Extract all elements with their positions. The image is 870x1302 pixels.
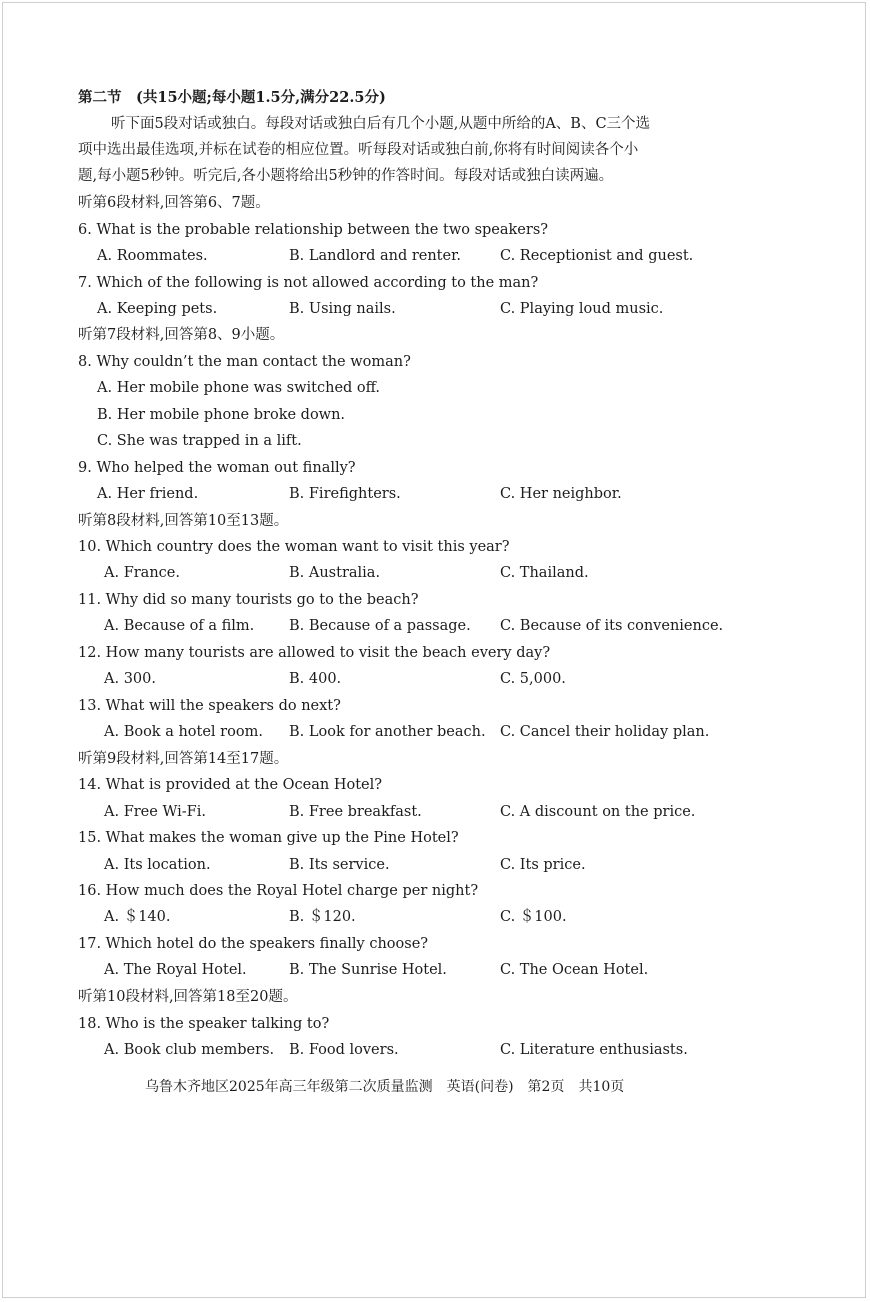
option-c: C. Playing loud music.: [500, 301, 664, 317]
option-c: C. Receptionist and guest.: [500, 248, 694, 264]
question-stem: 13. What will the speakers do next?: [78, 698, 341, 714]
option-a: A. ＄140.: [104, 909, 171, 925]
instruction-line: 项中选出最佳选项,并标在试卷的相应位置。听每段对话或独白前,你将有时间阅读各个小: [78, 142, 639, 158]
group-intro: 听第8段材料,回答第10至13题。: [78, 513, 289, 529]
option-b: B. Food lovers.: [289, 1042, 399, 1058]
option-b: B. Her mobile phone broke down.: [97, 407, 346, 423]
option-a: A. Roommates.: [97, 248, 208, 264]
question-stem: 14. What is provided at the Ocean Hotel?: [78, 777, 383, 793]
option-a: A. The Royal Hotel.: [104, 962, 247, 978]
option-c: C. Literature enthusiasts.: [500, 1042, 688, 1058]
question-stem: 12. How many tourists are allowed to visit the beach every day?: [78, 645, 551, 661]
option-b: B. ＄120.: [289, 909, 356, 925]
option-a: A. Free Wi-Fi.: [104, 804, 206, 820]
instruction-line: 听下面5段对话或独白。每段对话或独白后有几个小题,从题中所给的A、B、C三个选: [111, 116, 651, 132]
question-stem: 11. Why did so many tourists go to the beach?: [78, 592, 419, 608]
group-intro: 听第6段材料,回答第6、7题。: [78, 195, 270, 211]
option-b: B. Because of a passage.: [289, 618, 471, 634]
option-a: A. France.: [104, 565, 180, 581]
group-intro: 听第9段材料,回答第14至17题。: [78, 751, 289, 767]
option-a: A. Her mobile phone was switched off.: [97, 380, 381, 396]
option-b: B. Landlord and renter.: [289, 248, 462, 264]
option-b: B. The Sunrise Hotel.: [289, 962, 447, 978]
option-c: C. Because of its convenience.: [500, 618, 724, 634]
question-stem: 18. Who is the speaker talking to?: [78, 1016, 330, 1032]
option-a: A. Her friend.: [97, 486, 199, 502]
option-a: A. Keeping pets.: [97, 301, 218, 317]
option-c: C. A discount on the price.: [500, 804, 696, 820]
question-stem: 7. Which of the following is not allowed according to the man?: [78, 275, 539, 291]
option-a: A. Book club members.: [104, 1042, 275, 1058]
question-stem: 10. Which country does the woman want to visit this year?: [78, 539, 510, 555]
option-c: C. Her neighbor.: [500, 486, 622, 502]
option-c: C. Its price.: [500, 857, 586, 873]
option-c: C. The Ocean Hotel.: [500, 962, 649, 978]
page-footer: 乌鲁木齐地区2025年高三年级第二次质量监测 英语(问卷) 第2页 共10页: [145, 1079, 625, 1095]
option-c: C. She was trapped in a lift.: [97, 433, 302, 449]
question-stem: 16. How much does the Royal Hotel charge per night?: [78, 883, 479, 899]
option-c: C. Cancel their holiday plan.: [500, 724, 710, 740]
group-intro: 听第10段材料,回答第18至20题。: [78, 989, 298, 1005]
option-a: A. Because of a film.: [104, 618, 255, 634]
section-title: 第二节 (共15小题;每小题1.5分,满分22.5分): [78, 89, 386, 106]
group-intro: 听第7段材料,回答第8、9小题。: [78, 327, 285, 343]
question-stem: 15. What makes the woman give up the Pine Hotel?: [78, 830, 459, 846]
option-b: B. Using nails.: [289, 301, 396, 317]
option-b: B. Free breakfast.: [289, 804, 422, 820]
option-b: B. Its service.: [289, 857, 390, 873]
question-stem: 6. What is the probable relationship between the two speakers?: [78, 222, 549, 238]
option-c: C. Thailand.: [500, 565, 589, 581]
option-a: A. 300.: [104, 671, 156, 687]
option-b: B. Australia.: [289, 565, 381, 581]
option-b: B. 400.: [289, 671, 342, 687]
question-stem: 17. Which hotel do the speakers finally choose?: [78, 936, 429, 952]
option-b: B. Look for another beach.: [289, 724, 486, 740]
question-stem: 8. Why couldn’t the man contact the woman?: [78, 354, 411, 370]
option-b: B. Firefighters.: [289, 486, 401, 502]
instruction-line: 题,每小题5秒钟。听完后,各小题将给出5秒钟的作答时间。每段对话或独白读两遍。: [78, 168, 614, 184]
question-stem: 9. Who helped the woman out finally?: [78, 460, 356, 476]
option-c: C. 5,000.: [500, 671, 566, 687]
option-a: A. Its location.: [104, 857, 211, 873]
option-c: C. ＄100.: [500, 909, 567, 925]
option-a: A. Book a hotel room.: [104, 724, 263, 740]
